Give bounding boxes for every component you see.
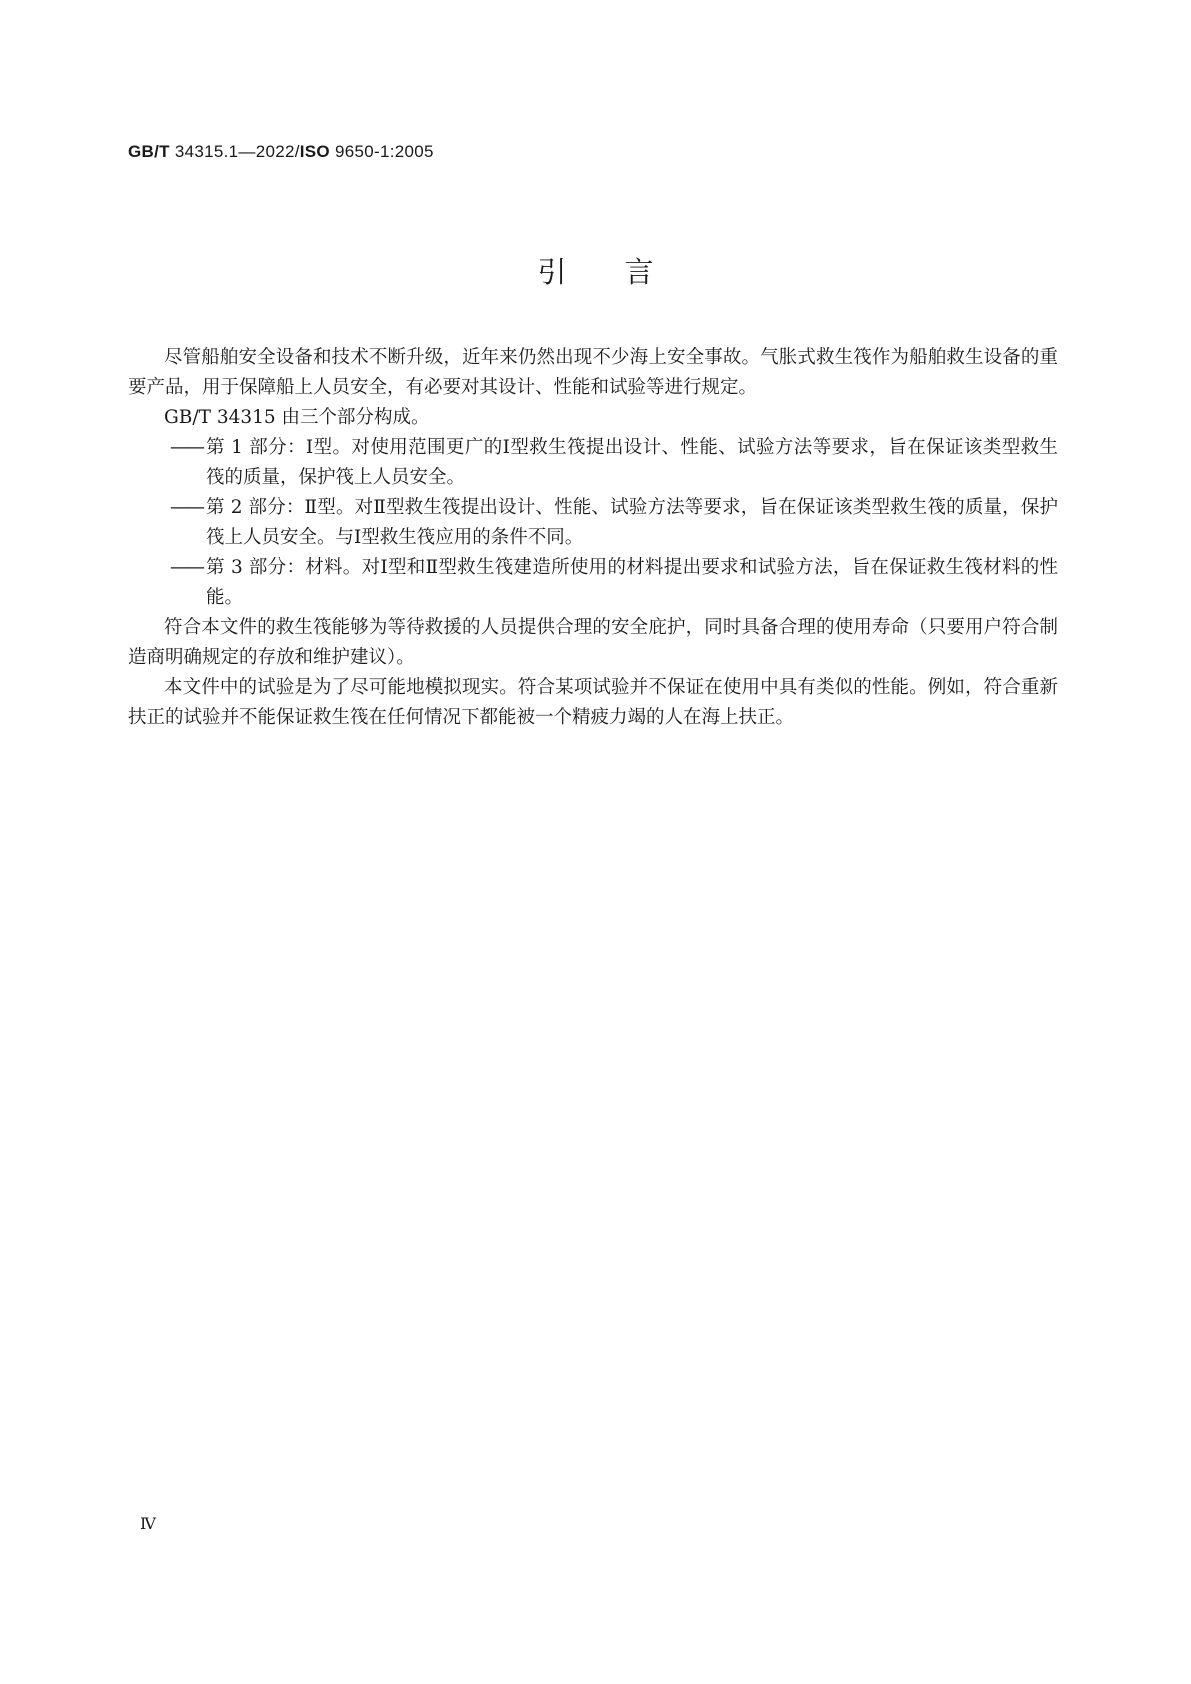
- dash-marker: ——: [170, 437, 203, 458]
- standard-header: [128, 142, 434, 162]
- list-item-text: 第 2 部分：Ⅱ型。对Ⅱ型救生筏提出设计、性能、试验方法等要求，旨在保证该类型救生筏的质量，保护筏上人员安全。与Ⅰ型救生筏应用的条件不同。: [206, 497, 1058, 548]
- paragraph: GB/T 34315 由三个部分构成。: [164, 407, 430, 428]
- list-item: [128, 433, 1058, 493]
- std-number: 34315.1—2022/: [174, 142, 300, 161]
- list-item-text: 第 3 部分：材料。对Ⅰ型和Ⅱ型救生筏建造所使用的材料提出要求和试验方法，旨在保证救生筏材料的性能。: [206, 557, 1058, 608]
- list-item: [128, 493, 1058, 553]
- page-title: 引言: [537, 255, 712, 289]
- introduction-body: [128, 343, 1058, 733]
- iso-number: 9650-1:2005: [334, 142, 434, 161]
- list-item: [128, 553, 1058, 613]
- list-item-text: 第 1 部分：Ⅰ型。对使用范围更广的Ⅰ型救生筏提出设计、性能、试验方法等要求，旨在保证该类型救生筏的质量，保护筏上人员安全。: [206, 437, 1058, 488]
- page-number: Ⅳ: [140, 1516, 156, 1533]
- std-prefix: GB/T: [128, 142, 170, 161]
- iso-prefix: ISO: [299, 142, 330, 161]
- paragraph: 符合本文件的救生筏能够为等待救援的人员提供合理的安全庇护，同时具备合理的使用寿命（只要用户符合制造商明确规定的存放和维护建议）。: [128, 617, 1058, 668]
- paragraph: 尽管船舶安全设备和技术不断升级，近年来仍然出现不少海上安全事故。气胀式救生筏作为船舶救生设备的重要产品，用于保障船上人员安全，有必要对其设计、性能和试验等进行规定。: [128, 347, 1058, 398]
- dash-marker: ——: [170, 557, 203, 578]
- paragraph: 本文件中的试验是为了尽可能地模拟现实。符合某项试验并不保证在使用中具有类似的性能。例如，符合重新扶正的试验并不能保证救生筏在任何情况下都能被一个精疲力竭的人在海上扶正。: [128, 677, 1058, 728]
- dash-marker: ——: [170, 497, 203, 518]
